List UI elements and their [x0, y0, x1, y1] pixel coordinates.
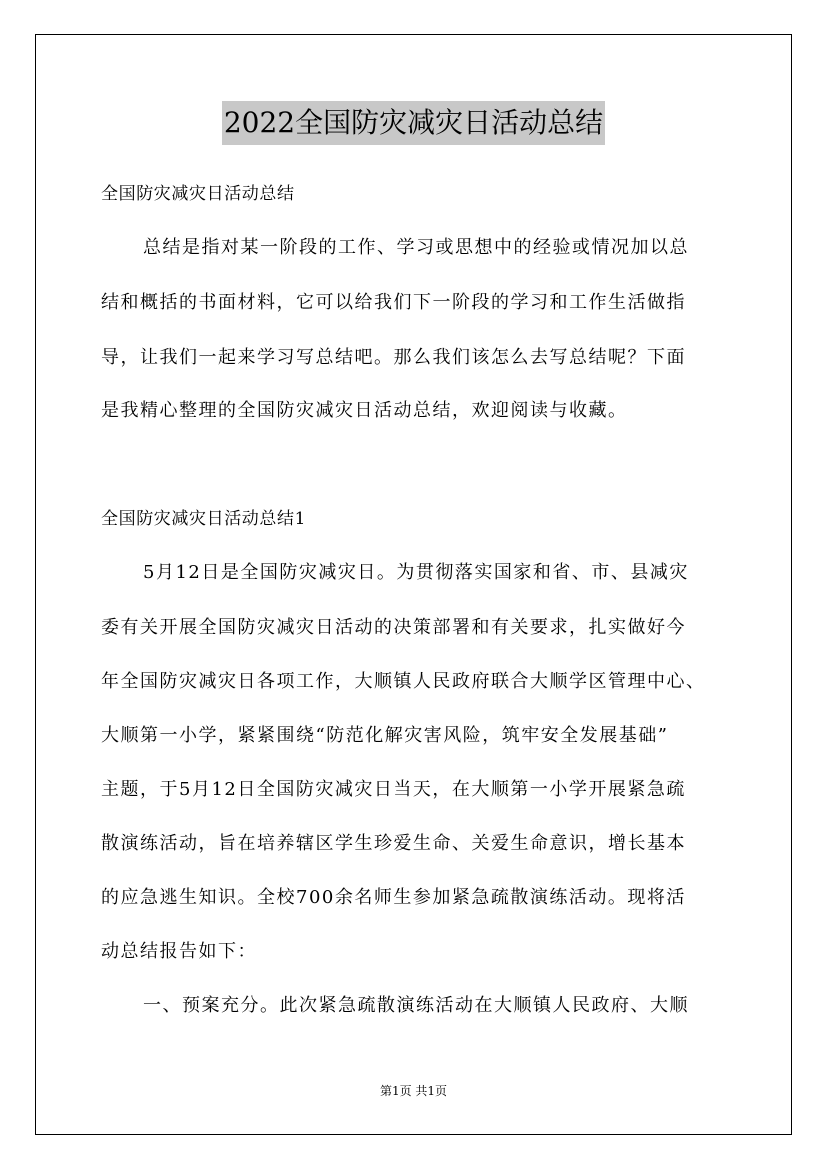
paragraph-line: 的应急逃生知识。全校700余名师生参加紧急疏散演练活动。现将活 — [101, 887, 686, 908]
document-title — [0, 101, 827, 145]
paragraph-line: 总结是指对某一阶段的工作、学习或思想中的经验或情况加以总 — [143, 237, 689, 258]
paragraph-line: 导，让我们一起来学习写总结吧。那么我们该怎么去写总结呢？下面 — [101, 347, 686, 368]
paragraph-line: 委有关开展全国防灾减灾日活动的决策部署和有关要求，扎实做好今 — [101, 617, 686, 638]
paragraph-line: 结和概括的书面材料，它可以给我们下一阶段的学习和工作生活做指 — [101, 292, 686, 313]
paragraph-line: 一、预案充分。此次紧急疏散演练活动在大顺镇人民政府、大顺 — [143, 995, 689, 1016]
paragraph-line: 5月12日是全国防灾减灾日。为贯彻落实国家和省、市、县减灾 — [143, 562, 689, 583]
paragraph-line: 年全国防灾减灾日各项工作，大顺镇人民政府联合大顺学区管理中心、 — [101, 671, 706, 692]
paragraph-line: 是我精心整理的全国防灾减灾日活动总结，欢迎阅读与收藏。 — [101, 400, 628, 421]
intro-heading: 全国防灾减灾日活动总结 — [101, 184, 295, 204]
document-title-text: 2022全国防灾减灾日活动总结 — [222, 101, 605, 145]
section-heading: 全国防灾减灾日活动总结1 — [101, 509, 307, 529]
paragraph-line: 主题，于5月12日全国防灾减灾日当天，在大顺第一小学开展紧急疏 — [101, 779, 686, 800]
paragraph-line: 散演练活动，旨在培养辖区学生珍爱生命、关爱生命意识，增长基本 — [101, 833, 686, 854]
paragraph-line: 大顺第一小学，紧紧围绕“防范化解灾害风险，筑牢安全发展基础” — [101, 725, 669, 746]
page-footer: 第1页 共1页 — [379, 1084, 448, 1098]
paragraph-line: 动总结报告如下： — [101, 941, 257, 962]
